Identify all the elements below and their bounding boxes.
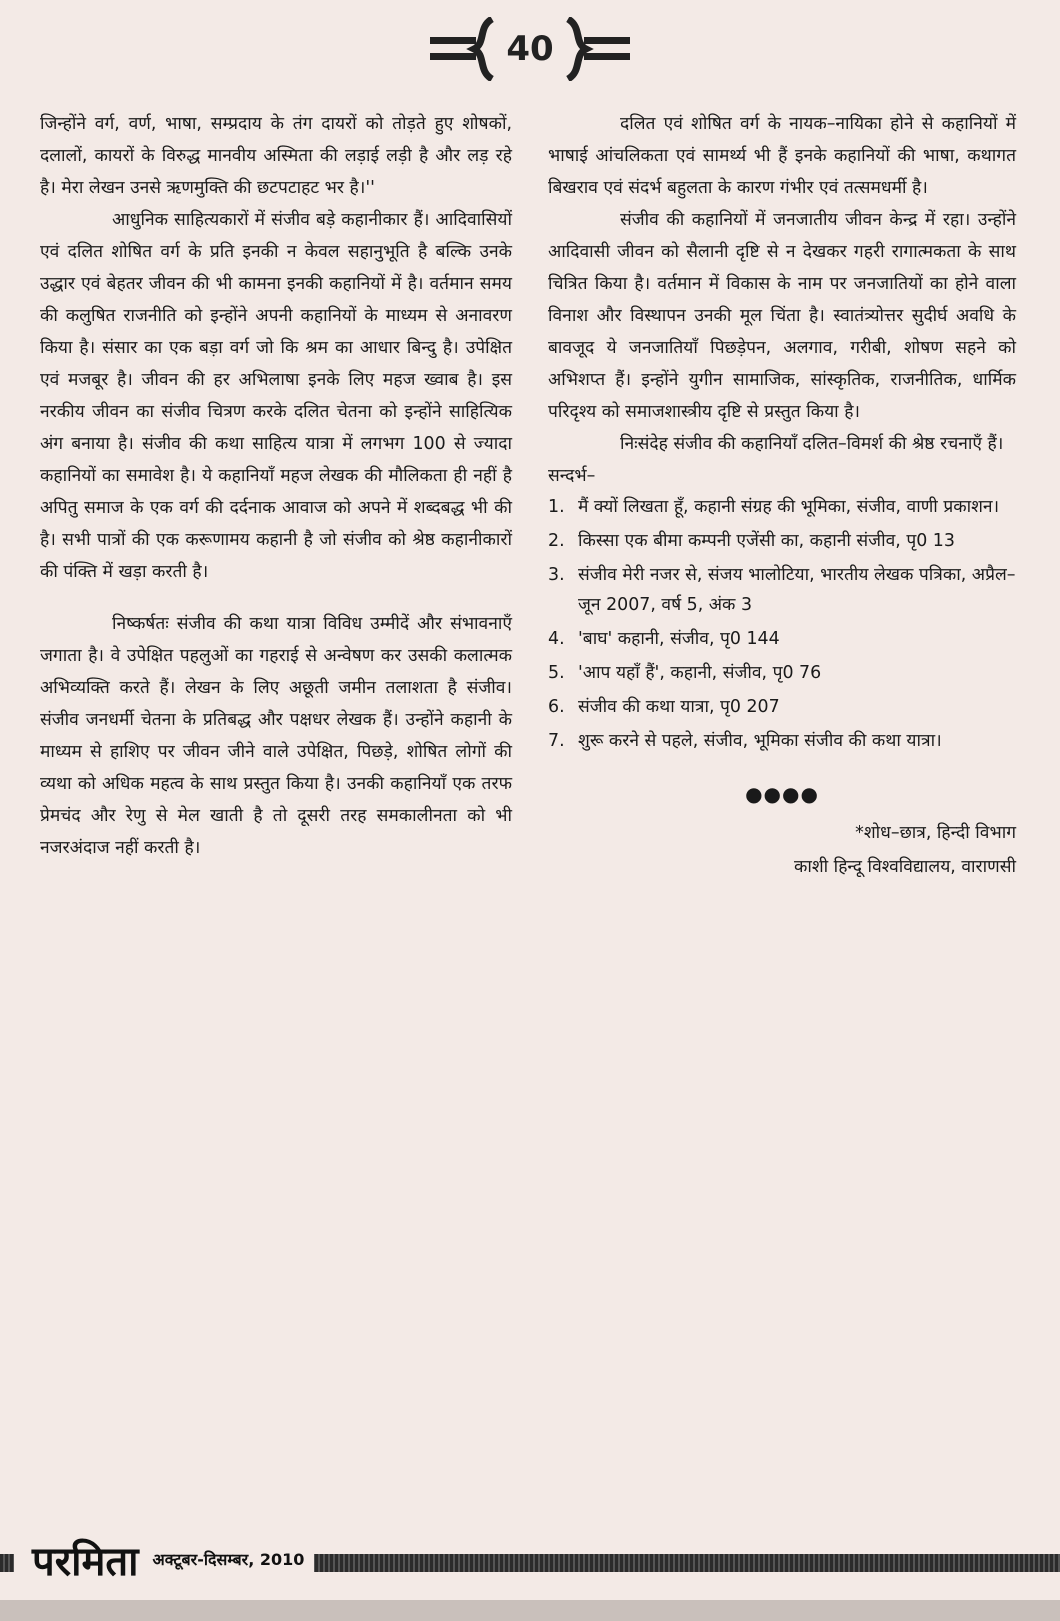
left-paragraph-1: जिन्होंने वर्ग, वर्ण, भाषा, सम्प्रदाय के तंग दायरों को तोड़ते हुए शोषकों, दलालों, कायरों के विरुद्ध मानवीय अस्मिता की लड़ाई लड़ी है और लड़ रहे है। मेरा लेखन उनसे ऋणमुक्ति की छटपटाहट भर है।'' (40, 114, 512, 198)
reference-text: संजीव मेरी नजर से, संजय भालोटिया, भारतीय लेखक पत्रिका, अप्रैल–जून 2007, वर्ष 5, अंक 3 (578, 565, 1016, 615)
reference-text: शुरू करने से पहले, संजीव, भूमिका संजीव की कथा यात्रा। (578, 731, 942, 751)
author-affiliation (548, 816, 1016, 884)
reference-number: 4. (548, 629, 565, 649)
reference-item (548, 492, 1016, 522)
references-heading: सन्दर्भ– (548, 466, 596, 486)
scan-edge-strip (0, 1600, 1060, 1621)
right-paragraph-3: निःसंदेह संजीव की कहानियाँ दलित–विमर्श की श्रेष्ठ रचनाएँ हैं। (620, 434, 1004, 454)
reference-number: 1. (548, 497, 565, 517)
left-bracket-ornament-icon (430, 17, 500, 81)
reference-item (548, 526, 1016, 556)
footer-brand (14, 1532, 314, 1586)
page-number (0, 14, 1060, 84)
reference-number: 3. (548, 565, 565, 585)
reference-number: 2. (548, 531, 565, 551)
right-paragraph-2: संजीव की कहानियों में जनजातीय जीवन केन्द्र में रहा। उन्होंने आदिवासी जीवन को सैलानी दृष्टि से न देखकर गहरी रागात्मकता के साथ चित्रित किया है। वर्तमान में विकास के नाम पर जनजातियों का होने वाला विनाश और विस्थापन उनकी मूल चिंता है। स्वातंत्र्योत्तर सुदीर्घ अवधि के बावजूद ये जनजातियाँ पिछड़ेपन, अलगाव, गरीबी, शोषण सहने को अभिशप्त हैं। इन्होंने युगीन सामाजिक, सांस्कृतिक, राजनीतिक, धार्मिक परिदृश्य को समाजशास्त्रीय दृष्टि से प्रस्तुत किया है। (548, 210, 1016, 422)
reference-number: 5. (548, 663, 565, 683)
left-paragraph-3: निष्कर्षतः संजीव की कथा यात्रा विविध उम्मीदें और संभावनाएँ जगाता है। वे उपेक्षित पहलुओं का गहराई से अन्वेषण कर उसकी कलात्मक अभिव्यक्ति करते हैं। लेखन के लिए अछूती जमीन तलाशता है संजीव। संजीव जनधर्मी चेतना के प्रतिबद्ध और पक्षधर लेखक हैं। उन्होंने कहानी के माध्यम से हाशिए पर जीवन जीने वाले उपेक्षित, पिछड़े, शोषित लोगों की व्यथा को अधिक महत्व के साथ प्रस्तुत किया है। उनकी कहानियाँ एक तरफ प्रेमचंद और रेणु से मेल खाती है तो दूसरी तरह समकालीनता को भी नजरअंदाज नहीं करती है। (40, 614, 512, 858)
reference-item (548, 726, 1016, 756)
right-column (548, 108, 1016, 884)
reference-text: 'बाघ' कहानी, संजीव, पृ0 144 (578, 629, 780, 649)
reference-text: संजीव की कथा यात्रा, पृ0 207 (578, 697, 780, 717)
reference-item (548, 658, 1016, 688)
reference-number: 7. (548, 731, 565, 751)
right-paragraph-1: दलित एवं शोषित वर्ग के नायक–नायिका होने से कहानियों में भाषाई आंचलिकता एवं सामर्थ्य भी हैं इनके कहानियों की भाषा, कथागत बिखराव एवं संदर्भ बहुलता के कारण गंभीर एवं तत्समधर्मी है। (548, 114, 1016, 198)
right-bracket-ornament-icon (560, 17, 630, 81)
reference-number: 6. (548, 697, 565, 717)
issue-date: अक्टूबर-दिसम्बर, 2010 (152, 1550, 305, 1569)
reference-item (548, 624, 1016, 654)
reference-text: 'आप यहाँ हैं', कहानी, संजीव, पृ0 76 (578, 663, 822, 683)
left-column (40, 108, 512, 864)
reference-text: मैं क्यों लिखता हूँ, कहानी संग्रह की भूमिका, संजीव, वाणी प्रकाशन। (578, 497, 1000, 517)
journal-name: परमिता (32, 1538, 139, 1585)
affiliation-line-2: काशी हिन्दू विश्वविद्यालय, वाराणसी (793, 857, 1016, 877)
reference-text: किस्सा एक बीमा कम्पनी एजेंसी का, कहानी संजीव, पृ0 13 (578, 531, 955, 551)
affiliation-line-1: *शोध–छात्र, हिन्दी विभाग (855, 823, 1016, 843)
reference-item (548, 560, 1016, 620)
left-paragraph-2: आधुनिक साहित्यकारों में संजीव बड़े कहानीकार हैं। आदिवासियों एवं दलित शोषित वर्ग के प्रति इनकी न केवल सहानुभूति है बल्कि उनके उद्धार एवं बेहतर जीवन की भी कामना इनकी कहानियों में है। वर्तमान समय की कलुषित राजनीति को इन्होंने अपनी कहानियों के माध्यम से अनावरण किया है। संसार का एक बड़ा वर्ग जो कि श्रम का आधार बिन्दु है। उपेक्षित एवं मजबूर है। जीवन की हर अभिलाषा इनके लिए महज ख्वाब है। इस नरकीय जीवन का संजीव चित्रण करके दलित चेतना को इन्होंने साहित्यिक अंग बनाया है। संजीव की कथा साहित्य यात्रा में लगभग 100 से ज्यादा कहानियों का समावेश है। ये कहानियाँ महज लेखक की मौलिकता ही नहीं है अपितु समाज के एक वर्ग की दर्दनाक आवाज को अपने में शब्दबद्ध भी की है। सभी पात्रों की एक करूणामय कहानी है जो संजीव को श्रेष्ठ कहानीकारों की पंक्ति में खड़ा करती है। (40, 210, 512, 582)
page-number-text: 40 (506, 29, 554, 69)
section-separator: ●●●● (745, 782, 819, 806)
page-footer (0, 1532, 1060, 1586)
references-list (548, 492, 1016, 756)
reference-item (548, 692, 1016, 722)
